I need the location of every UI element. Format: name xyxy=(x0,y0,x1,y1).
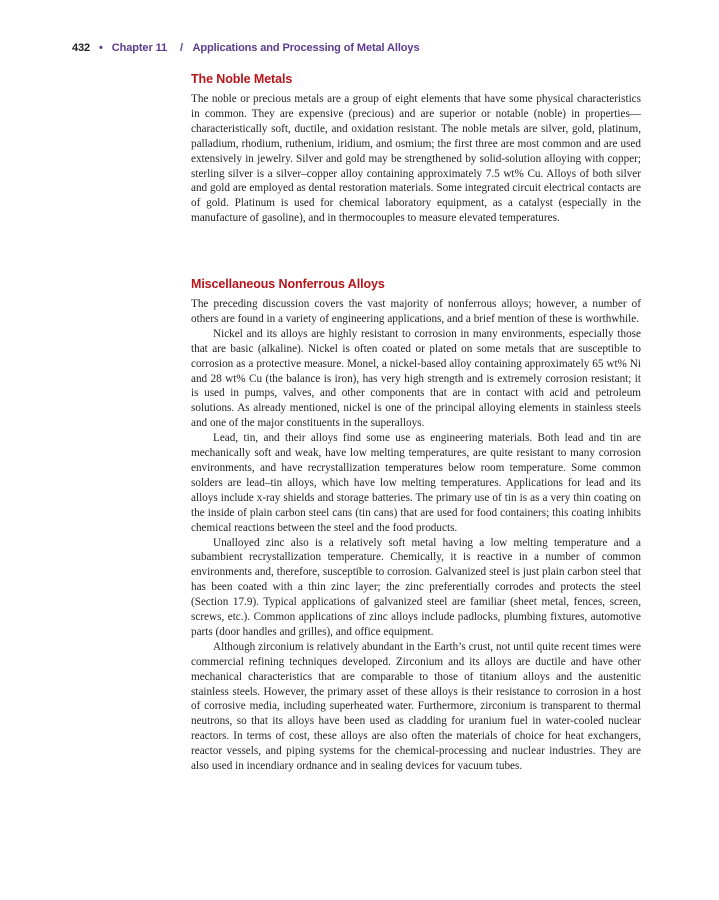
body-paragraph: The preceding discussion covers the vast majority of nonferrous alloys; however, a number of others are found in a variety of engineering applications, and a brief mention of these is worthwhile. xyxy=(191,298,641,325)
section-heading: Miscellaneous Nonferrous Alloys xyxy=(191,277,385,291)
chapter-label: Chapter 11 xyxy=(111,42,168,54)
section-noble-metals xyxy=(191,71,641,226)
body-paragraph: Lead, tin, and their alloys find some use as engineering materials. Both lead and tin are mechanically soft and weak, have low melting temperatures, are quite resistant to many corrosion environments, and have recrystallization temperatures below room temperature. Some common solders are lead–tin alloys, which have low melting temperatures. Applications for lead and its alloys include x-ray shields and storage batteries. The primary use of tin is as a very thin coating on the inside of plain carbon steel cans (tin cans) that are used for food containers; this coating inhibits chemical reactions between the steel and the food products. xyxy=(191,432,641,534)
body-paragraph: Although zirconium is relatively abundant in the Earth’s crust, not until quite recent times were commercial refining techniques developed. Zirconium and its alloys are ductile and have other mechanical characteristics that are comparable to those of titanium alloys and the austenitic stainless steels. However, the primary asset of these alloys is their resistance to corrosion in a host of corrosive media, including superheated water. Furthermore, zirconium is transparent to thermal neutrons, so that its alloys have been used as cladding for uranium fuel in water-cooled nuclear reactors. In terms of cost, these alloys are also often the materials of choice for heat exchangers, reactor vessels, and piping systems for the chemical-processing and nuclear industries. They are also used in incendiary ordnance and in sealing devices for vacuum tubes. xyxy=(191,640,641,773)
body-paragraph: Nickel and its alloys are highly resistant to corrosion in many environments, especially those that are basic (alkaline). Nickel is often coated or plated on some metals that are susceptible to corrosion as a protective measure. Monel, a nickel-based alloy containing approximately 65 wt% Ni and 28 wt% Cu (the balance is iron), has very high strength and is extremely corrosion resistant; it is used in pumps, valves, and other components that are in contact with acid and petroleum solutions. As already mentioned, nickel is one of the principal alloying elements in stainless steels and one of the major constituents in the superalloys. xyxy=(191,327,641,430)
body-paragraph: The noble or precious metals are a group of eight elements that have some physical characteristics in common. They are expensive (precious) and are superior or notable (noble) in properties—characteristically soft, ductile, and oxidation resistant. The noble metals are silver, gold, platinum, palladium, rhodium, ruthenium, iridium, and osmium; the first three are most common and are used extensively in jewelry. Silver and gold may be strengthened by solid-solution alloying with copper; sterling silver is a silver–copper alloy containing approximately 7.5 wt% Cu. Alloys of both silver and gold are employed as dental restoration materials. Some integrated circuit electrical contacts are of gold. Platinum is used for chemical laboratory equipment, as a catalyst (especially in the manufacture of gasoline), and in thermocouples to measure elevated temperatures. xyxy=(191,93,641,225)
section-heading: The Noble Metals xyxy=(191,72,293,86)
chapter-title: Applications and Processing of Metal Alloys xyxy=(192,42,420,54)
header-bullet: • xyxy=(99,42,103,54)
header-slash: / xyxy=(179,42,183,54)
section-misc-nonferrous-alloys xyxy=(191,276,641,774)
body-paragraph: Unalloyed zinc also is a relatively soft metal having a low melting temperature and a subambient recrystallization temperature. Chemically, it is reactive in a number of common environments and, therefore, susceptible to corrosion. Galvanized steel is just plain carbon steel that has been coated with a thin zinc layer; the zinc preferentially corrodes and protects the steel (Section 17.9). Typical applications of galvanized steel are familiar (sheet metal, fences, screen, screws, etc.). Common applications of zinc alloys include padlocks, plumbing fixtures, automotive parts (door handles and grilles), and office equipment. xyxy=(191,536,641,638)
running-header xyxy=(72,42,419,54)
page-number: 432 xyxy=(72,42,91,54)
